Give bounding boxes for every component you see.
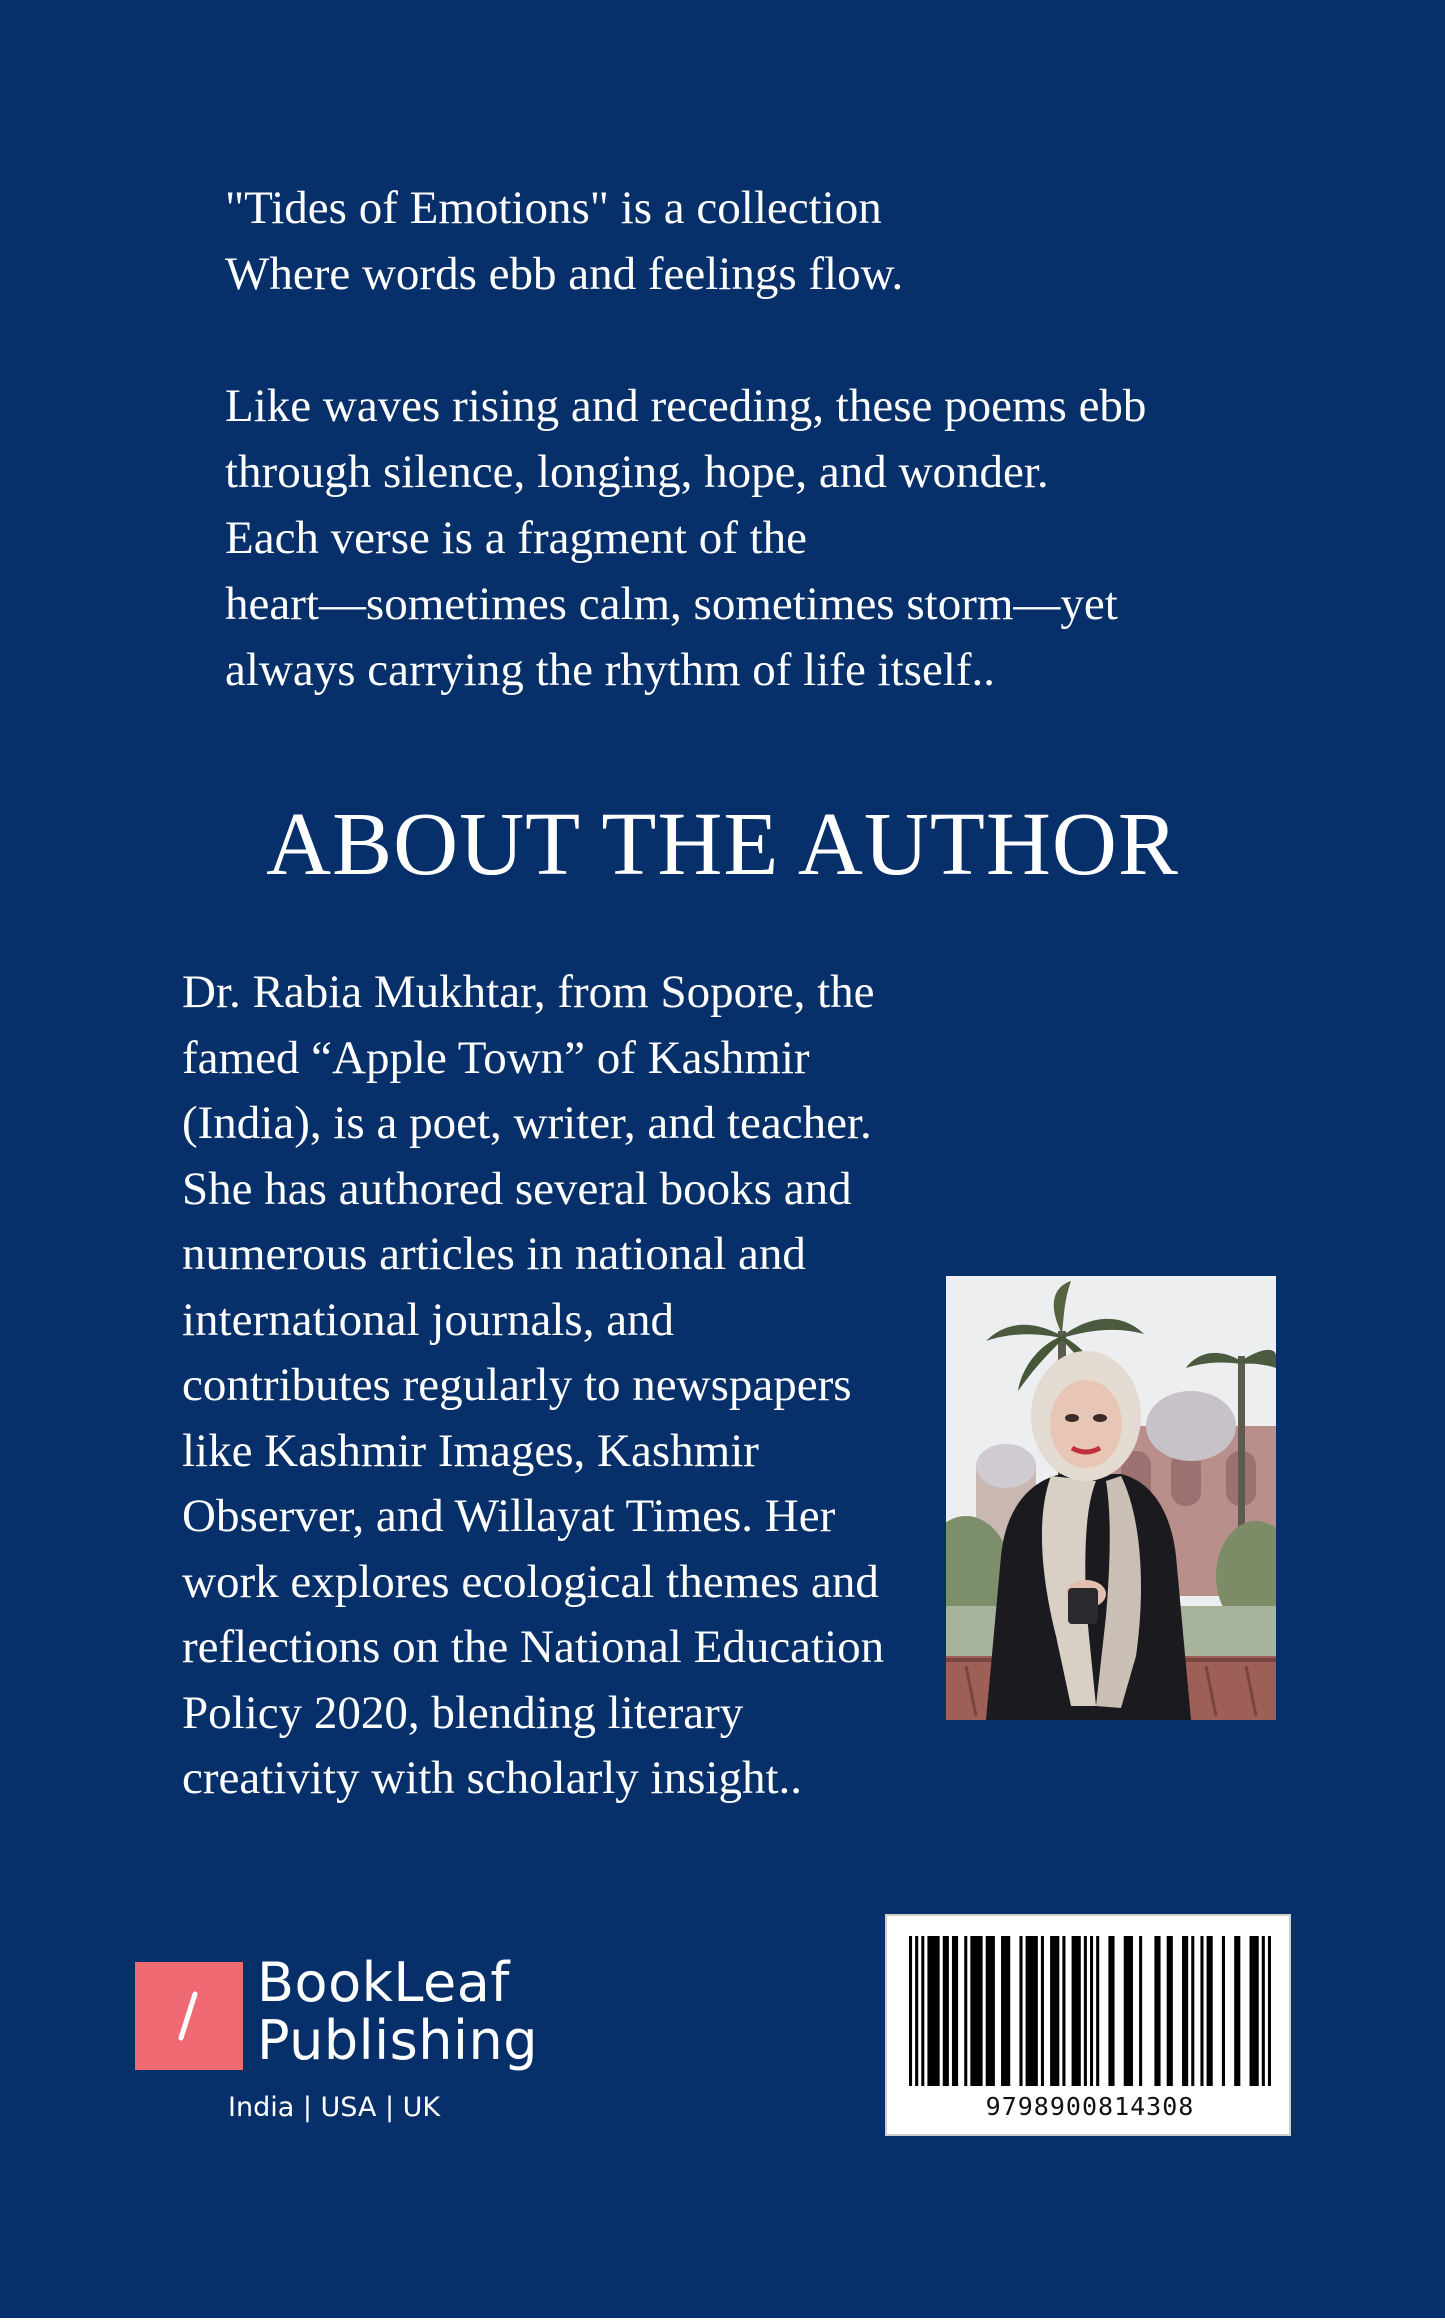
- bio-line: like Kashmir Images, Kashmir: [182, 1424, 759, 1477]
- barcode-bar: [1096, 1936, 1099, 2086]
- blurb-line: Where words ebb and feelings flow.: [225, 248, 904, 300]
- barcode-bar: [1268, 1936, 1271, 2086]
- blurb-line: Each verse is a fragment of the: [225, 512, 808, 564]
- author-photo: [946, 1276, 1276, 1720]
- barcode-bar: [1084, 1936, 1087, 2086]
- barcode-bar: [1108, 1936, 1114, 2086]
- barcode-bar: [970, 1936, 982, 2086]
- barcode-bar: [1072, 1936, 1081, 2086]
- bio-line: (India), is a poet, writer, and teacher.: [182, 1097, 872, 1149]
- bio-line: contributes regularly to newspapers: [182, 1359, 852, 1411]
- barcode-bar: [927, 1936, 939, 2086]
- barcode-bar: [1001, 1936, 1010, 2086]
- barcode-bar: [1062, 1936, 1065, 2086]
- publisher-regions: India | USA | UK: [228, 2092, 441, 2123]
- barcode-bar: [1207, 1936, 1213, 2086]
- bio-line: creativity with scholarly insight..: [182, 1752, 803, 1804]
- isbn-barcode: [885, 1914, 1291, 2136]
- publisher-name: [257, 1951, 538, 2072]
- publisher-logo: [135, 1951, 555, 2123]
- barcode-bar: [943, 1936, 949, 2086]
- barcode-bar: [1124, 1936, 1133, 2086]
- publisher-name-line-1: BookLeaf: [257, 1951, 510, 2014]
- slash-icon: [135, 1962, 243, 2070]
- barcode-bar: [1019, 1936, 1022, 2086]
- author-bio: [182, 960, 952, 1812]
- barcode-bar: [921, 1936, 924, 2086]
- bio-line: numerous articles in national and: [182, 1228, 806, 1280]
- bio-line: Observer, and Willayat Times. Her: [182, 1490, 836, 1542]
- bio-line: reflections on the National Education: [182, 1621, 885, 1673]
- barcode-bar: [986, 1936, 995, 2086]
- barcode-bars: [909, 1936, 1271, 2086]
- barcode-bar: [1026, 1936, 1038, 2086]
- barcode-bar: [1250, 1936, 1259, 2086]
- barcode-bar: [1154, 1936, 1160, 2086]
- barcode-bar: [915, 1936, 918, 2086]
- barcode-bar: [1191, 1936, 1194, 2086]
- isbn-number: 9798900814308: [985, 2092, 1195, 2121]
- barcode-bar: [964, 1936, 967, 2086]
- barcode-bar: [1167, 1936, 1173, 2086]
- blurb-line: "Tides of Emotions" is a collection: [225, 182, 882, 234]
- bio-line: She has authored several books and: [182, 1162, 852, 1215]
- barcode-bar: [952, 1936, 958, 2086]
- barcode-bar: [1139, 1936, 1142, 2086]
- barcode-bar: [1200, 1936, 1203, 2086]
- blurb-line: always carrying the rhythm of life itself..: [225, 644, 996, 696]
- bio-line: work explores ecological themes and: [182, 1555, 879, 1608]
- blurb-line: through silence, longing, hope, and wonder.: [225, 446, 1049, 498]
- barcode-bar: [1262, 1936, 1265, 2086]
- blurb-line: heart—sometimes calm, sometimes storm—yet: [225, 578, 1118, 630]
- book-blurb: [225, 175, 1245, 703]
- barcode-bar: [1090, 1936, 1093, 2086]
- barcode-bar: [1234, 1936, 1240, 2086]
- barcode-bar: [1041, 1936, 1044, 2086]
- barcode-bar: [1182, 1936, 1188, 2086]
- blurb-paragraph-gap: [225, 307, 1245, 373]
- about-author-heading: ABOUT THE AUTHOR: [266, 795, 1179, 894]
- bio-line: famed “Apple Town” of Kashmir: [182, 1031, 810, 1084]
- bio-line: international journals, and: [182, 1293, 675, 1346]
- bio-line: Dr. Rabia Mukhtar, from Sopore, the: [182, 966, 875, 1018]
- blurb-line: Like waves rising and receding, these poems ebb: [225, 380, 1147, 432]
- bio-line: Policy 2020, blending literary: [182, 1686, 744, 1739]
- barcode-bar: [1050, 1936, 1059, 2086]
- barcode-bar: [909, 1936, 912, 2086]
- barcode-bar: [1222, 1936, 1225, 2086]
- publisher-name-line-2: Publishing: [257, 2009, 538, 2072]
